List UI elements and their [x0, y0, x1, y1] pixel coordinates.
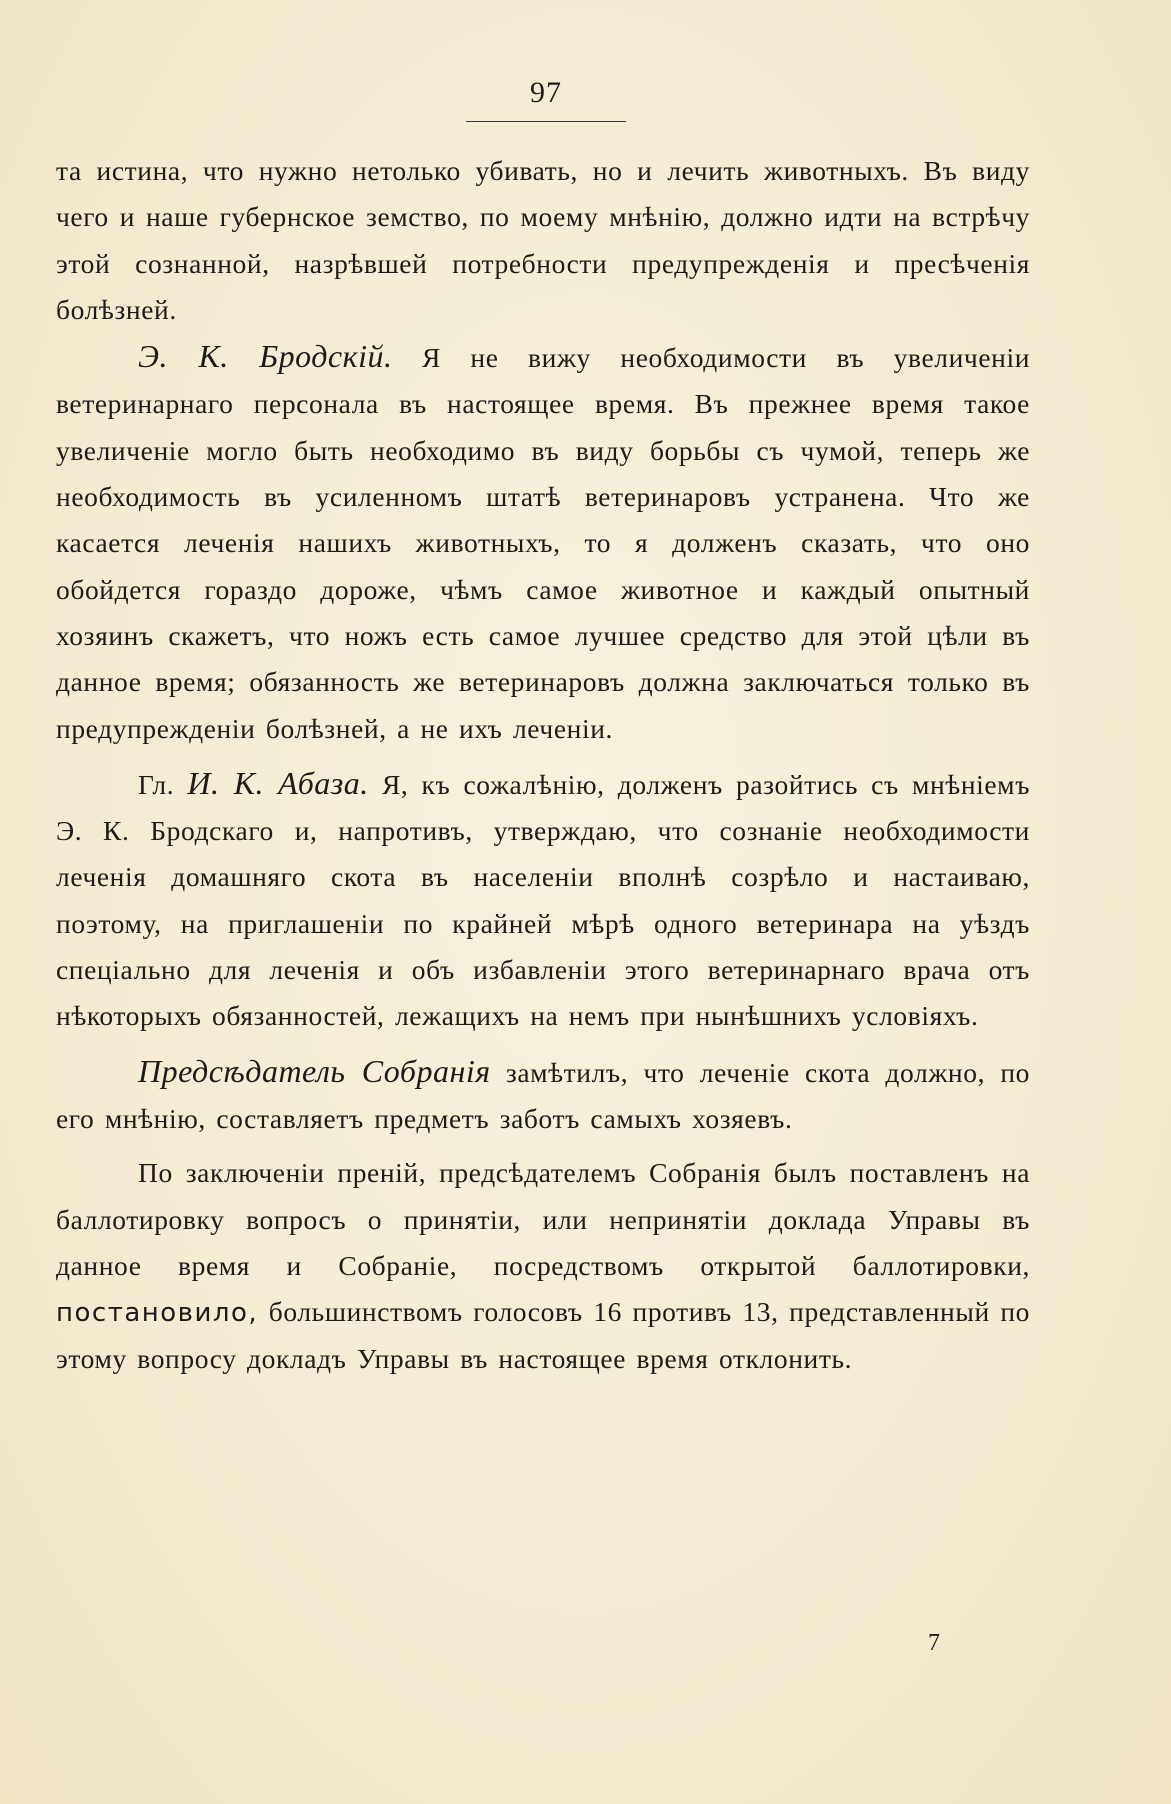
speaker-prefix: Гл. [138, 768, 175, 800]
paragraph-brodsky [56, 333, 1030, 752]
speaker-abaza: И. К. Абаза. [187, 764, 369, 801]
speaker-chairman: Предсѣдатель Собранія [138, 1052, 491, 1089]
header-rule [466, 121, 626, 122]
speaker-brodsky: Э. К. Бродскій. [138, 338, 393, 375]
paragraph-abaza [56, 760, 1030, 1040]
paragraph-1-text: та истина, что нужно нетолько убивать, но и лечить животныхъ. Въ виду чего и наше губернское земство, по моему мнѣнію, должно идти на встрѣчу этой сознанной, назрѣвшей потребности предупрежденія и пресѣченія болѣзней. [56, 155, 1030, 325]
paragraph-resolution-text-after: большинствомъ голосовъ 16 противъ 13, представленный по этому вопросу докладъ Управы въ настоящее время отклонить. [56, 1296, 1030, 1375]
paragraph-abaza-text: Я, къ сожалѣнію, долженъ разойтись съ мнѣніемъ Э. К. Бродскаго и, напротивъ, утверждаю, что сознаніе необходимости леченія домашняго скота въ населеніи вполнѣ созрѣло и настаиваю, поэтому, на приглашеніи по крайней мѣрѣ одного ветеринара на уѣздъ спеціально для леченія и объ избавленіи этого ветеринарнаго врача отъ нѣкоторыхъ обязанностей, лежащихъ на немъ при нынѣшнихъ условіяхъ. [56, 768, 1031, 1032]
resolution-emphasis: постановило, [56, 1298, 259, 1329]
paragraph-resolution-text-before: По заключеніи преній, предсѣдателемъ Собранія былъ поставленъ на баллотировку вопросъ о принятіи, или непринятіи доклада Управы въ данное время и Собраніе, посредствомъ открытой баллотировки, [56, 1157, 1030, 1281]
paragraph-chairman-text: замѣтилъ, что леченіе скота должно, по его мнѣнію, составляетъ предметъ заботъ самыхъ хозяевъ. [56, 1056, 1030, 1134]
paragraph-chairman [56, 1048, 1030, 1143]
paragraph-1 [56, 148, 1030, 333]
paragraph-resolution [56, 1150, 1030, 1382]
signature-mark: 7 [928, 1630, 940, 1656]
paragraph-brodsky-text: Я не вижу необходимости въ увеличеніи ветеринарнаго персонала въ настоящее время. Въ прежнее время такое увеличеніе могло быть необходимо въ виду борьбы съ чумой, теперь же необходимость въ усиленномъ штатѣ ветеринаровъ устранена. Что же касается леченія нашихъ животныхъ, то я долженъ сказать, что оно обойдется гораздо дороже, чѣмъ самое животное и каждый опытный хозяинъ скажетъ, что ножъ есть самое лучшее средство для этой цѣли въ данное время; обязанность же ветеринаровъ должна заключаться только въ предупрежденіи болѣзней, а не ихъ леченіи. [56, 342, 1031, 744]
page-number: 97 [530, 76, 562, 109]
body-text [56, 148, 1030, 1383]
